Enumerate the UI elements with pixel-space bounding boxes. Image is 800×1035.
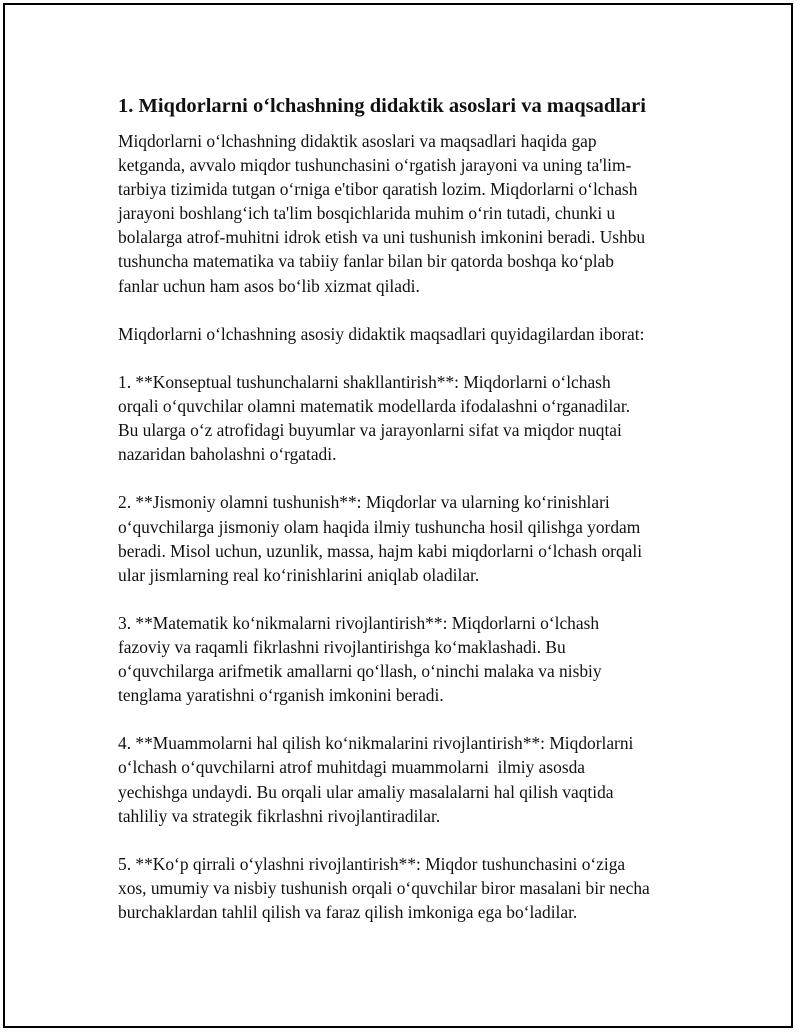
text-line: tushuncha matematika va tabiiy fanlar bilan bir qatorda boshqa ko‘plab <box>118 251 614 272</box>
text-line: ular jismlarning real ko‘rinishlarini aniqlab oladilar. <box>118 564 480 585</box>
text-line: tahliliy va strategik fikrlashni rivojlantiradilar. <box>118 805 441 826</box>
section-heading: 1. Miqdorlarni o‘lchashning didaktik asoslari va maqsadlari <box>118 95 646 117</box>
document-body <box>118 92 708 948</box>
text-line: tenglama yaratishni o‘rganish imkonini beradi. <box>118 685 444 706</box>
text-line: orqali o‘quvchilar olamni matematik modellarda ifodalashni o‘rganadilar. <box>118 396 631 417</box>
text-line: bolalarga atrof-muhitni idrok etish va uni tushunish imkonini beradi. Ushbu <box>118 227 646 248</box>
goal-item-5 <box>118 852 708 924</box>
text-line: o‘quvchilarga arifmetik amallarni qo‘llash, o‘ninchi malaka va nisbiy <box>118 661 602 682</box>
goal-item-4 <box>118 731 708 827</box>
text-line: Bu ularga o‘z atrofidagi buyumlar va jarayonlarni sifat va miqdor nuqtai <box>118 420 622 441</box>
text-line: jarayoni boshlang‘ich ta'lim bosqichlarida muhim o‘rin tutadi, chunki u <box>118 203 616 224</box>
intro-paragraph <box>118 129 708 298</box>
text-line: fazoviy va raqamli fikrlashni rivojlantirishga ko‘maklashadi. Bu <box>118 636 566 657</box>
text-line: ketganda, avvalo miqdor tushunchasini o‘rgatish jarayoni va uning ta'lim- <box>118 155 632 176</box>
text-line: nazaridan baholashni o‘rgatadi. <box>118 444 337 465</box>
goal-item-1 <box>118 370 708 466</box>
text-line: 5. **Ko‘p qirrali o‘ylashni rivojlantirish**: Miqdor tushunchasini o‘ziga <box>118 853 626 874</box>
text-line: yechishga undaydi. Bu orqali ular amaliy masalalarni hal qilish vaqtida <box>118 781 614 802</box>
text-line: Miqdorlarni o‘lchashning asosiy didaktik maqsadlari quyidagilardan iborat: <box>118 323 645 344</box>
text-line: 4. **Muammolarni hal qilish ko‘nikmalarini rivojlantirish**: Miqdorlarni <box>118 733 634 754</box>
text-line: burchaklardan tahlil qilish va faraz qilish imkoniga ega bo‘ladilar. <box>118 902 578 922</box>
goal-item-2 <box>118 490 708 586</box>
text-line: o‘lchash o‘quvchilarni atrof muhitdagi muammolarni ilmiy asosda <box>118 757 586 778</box>
goal-item-3 <box>118 611 708 707</box>
text-line: o‘quvchilarga jismoniy olam haqida ilmiy tushuncha hosil qilishga yordam <box>118 516 641 537</box>
text-line: xos, umumiy va nisbiy tushunish orqali o‘quvchilar biror masalani bir necha <box>118 877 650 898</box>
text-line: beradi. Misol uchun, uzunlik, massa, hajm kabi miqdorlarni o‘lchash orqali <box>118 540 643 561</box>
text-line: 2. **Jismoniy olamni tushunish**: Miqdorlar va ularning ko‘rinishlari <box>118 492 610 513</box>
goals-intro-paragraph <box>118 322 708 346</box>
text-line: 3. **Matematik ko‘nikmalarni rivojlantirish**: Miqdorlarni o‘lchash <box>118 612 600 633</box>
text-line: Miqdorlarni o‘lchashning didaktik asoslari va maqsadlari haqida gap <box>118 131 597 151</box>
text-line: 1. **Konseptual tushunchalarni shakllantirish**: Miqdorlarni o‘lchash <box>118 371 611 392</box>
text-line: tarbiya tizimida tutgan o‘rniga e'tibor qaratish lozim. Miqdorlarni o‘lchash <box>118 179 638 200</box>
text-line: fanlar uchun ham asos bo‘lib xizmat qiladi. <box>118 275 420 296</box>
